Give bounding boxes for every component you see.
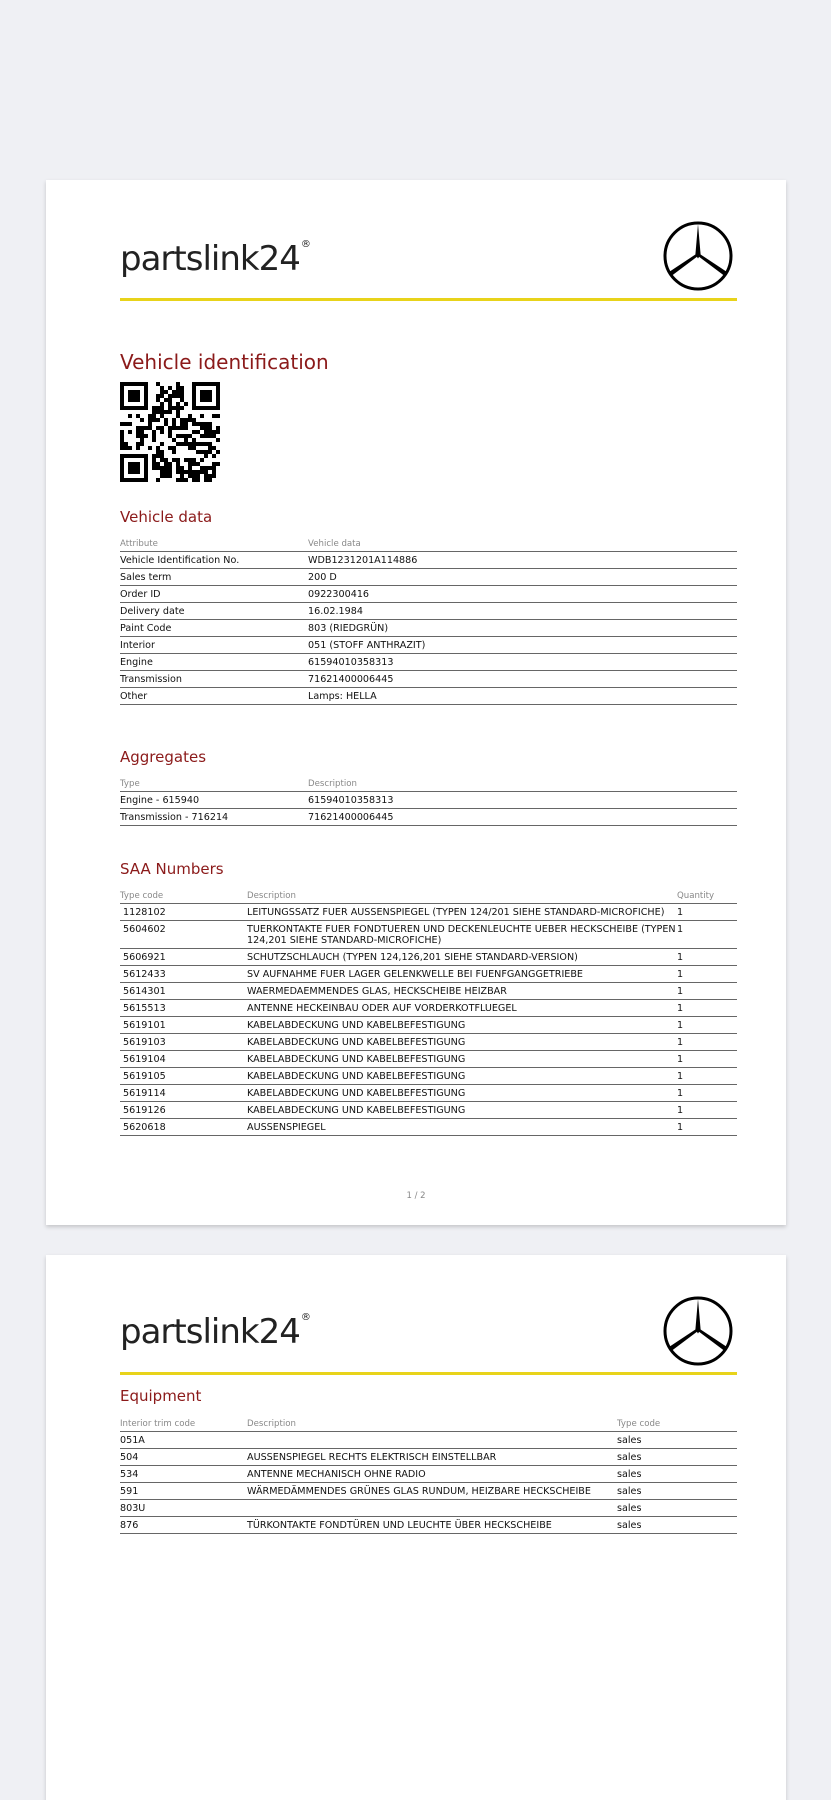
table-row [120,1499,737,1516]
table-row [120,1101,737,1118]
table-cell: TÜRKONTAKTE FONDTÜREN UND LEUCHTE ÜBER HECKSCHEIBE [247,1516,617,1533]
column-header: Interior trim code [120,1415,247,1431]
logo-text: partslink24 [120,239,300,279]
table-cell: 200 D [308,568,737,585]
table-row [120,653,737,670]
mercedes-star-icon [662,220,734,292]
table-cell: 61594010358313 [308,653,737,670]
logo-registered-mark: ® [300,1312,310,1323]
column-header: Type code [617,1415,737,1431]
table-cell: 71621400006445 [308,670,737,687]
table-row [120,982,737,999]
table-row [120,568,737,585]
table-cell: sales [617,1448,737,1465]
table-row [120,791,737,808]
table-cell: 534 [120,1465,247,1482]
table-cell: KABELABDECKUNG UND KABELBEFESTIGUNG [247,1067,677,1084]
table-cell: Transmission [120,670,308,687]
table-cell: sales [617,1516,737,1533]
header-rule [120,1372,737,1375]
table-cell: WÄRMEDÄMMENDES GRÜNES GLAS RUNDUM, HEIZBARE HECKSCHEIBE [247,1482,617,1499]
table-cell: Paint Code [120,619,308,636]
table-cell: 71621400006445 [308,808,737,825]
table-cell: 051 (STOFF ANTHRAZIT) [308,636,737,653]
table-cell: 5619104 [120,1050,247,1067]
mercedes-star-icon [662,1295,734,1367]
table-cell: 1 [677,903,737,920]
table-cell: 5619101 [120,1016,247,1033]
table-cell: KABELABDECKUNG UND KABELBEFESTIGUNG [247,1050,677,1067]
table-row [120,948,737,965]
table-row [120,920,737,948]
table-cell: 5619126 [120,1101,247,1118]
table-cell: Engine [120,653,308,670]
table-cell: ANTENNE HECKEINBAU ODER AUF VORDERKOTFLUEGEL [247,999,677,1016]
equipment-heading: Equipment [120,1387,202,1405]
equipment-table [120,1415,737,1534]
table-cell: 051A [120,1431,247,1448]
column-header: Description [247,887,677,903]
table-cell: sales [617,1499,737,1516]
table-row [120,619,737,636]
table-cell: sales [617,1465,737,1482]
table-cell: 1 [677,920,737,948]
table-cell: Delivery date [120,602,308,619]
table-cell: 5620618 [120,1118,247,1135]
table-row [120,1448,737,1465]
qr-code-icon [120,382,220,482]
table-cell: Sales term [120,568,308,585]
logo-text: partslink24 [120,1312,300,1352]
header-rule [120,298,737,301]
aggregates-table [120,775,737,826]
logo-registered-mark: ® [300,239,310,250]
table-cell: 5619103 [120,1033,247,1050]
partslink24-logo [120,1312,310,1352]
document-page-2 [46,1255,786,1800]
saa-numbers-heading: SAA Numbers [120,860,224,878]
table-cell: KABELABDECKUNG UND KABELBEFESTIGUNG [247,1101,677,1118]
table-row [120,670,737,687]
column-header: Type [120,775,308,791]
table-cell: Lamps: HELLA [308,687,737,704]
table-header-row [120,887,737,903]
table-row [120,585,737,602]
table-cell: sales [617,1431,737,1448]
table-cell: Interior [120,636,308,653]
table-cell: 1 [677,1084,737,1101]
vehicle-data-table [120,535,737,705]
table-cell: 1 [677,1033,737,1050]
aggregates-heading: Aggregates [120,748,207,766]
partslink24-logo [120,239,310,279]
table-cell: Vehicle Identification No. [120,551,308,568]
vehicle-data-heading: Vehicle data [120,508,213,526]
table-cell: 1 [677,948,737,965]
table-cell: 0922300416 [308,585,737,602]
table-cell: 5612433 [120,965,247,982]
table-cell: KABELABDECKUNG UND KABELBEFESTIGUNG [247,1084,677,1101]
table-row [120,1482,737,1499]
table-cell: TUERKONTAKTE FUER FONDTUEREN UND DECKENLEUCHTE UEBER HECKSCHEIBE (TYPEN 124,201 SIEHE STANDARD-MICROFICHE) [247,920,677,948]
table-cell: 1 [677,1016,737,1033]
column-header: Attribute [120,535,308,551]
table-cell: SCHUTZSCHLAUCH (TYPEN 124,126,201 SIEHE STANDARD-VERSION) [247,948,677,965]
table-cell: WDB1231201A114886 [308,551,737,568]
table-cell: AUSSENSPIEGEL RECHTS ELEKTRISCH EINSTELLBAR [247,1448,617,1465]
document-page-1 [46,180,786,1225]
table-cell: 5615513 [120,999,247,1016]
table-cell: 1 [677,1067,737,1084]
table-cell: 5619114 [120,1084,247,1101]
table-row [120,965,737,982]
table-cell: Order ID [120,585,308,602]
table-cell: 876 [120,1516,247,1533]
table-cell: Transmission - 716214 [120,808,308,825]
column-header: Description [247,1415,617,1431]
table-cell: 591 [120,1482,247,1499]
column-header: Type code [120,887,247,903]
table-cell: ANTENNE MECHANISCH OHNE RADIO [247,1465,617,1482]
table-cell: 61594010358313 [308,791,737,808]
table-cell: 1 [677,1118,737,1135]
saa-numbers-table [120,887,737,1136]
table-header-row [120,775,737,791]
table-row [120,636,737,653]
table-row [120,1067,737,1084]
table-row [120,1050,737,1067]
column-header: Description [308,775,737,791]
table-cell: 16.02.1984 [308,602,737,619]
table-header-row [120,535,737,551]
table-cell: Other [120,687,308,704]
table-header-row [120,1415,737,1431]
table-cell: 803U [120,1499,247,1516]
table-cell: AUSSENSPIEGEL [247,1118,677,1135]
table-cell: 5619105 [120,1067,247,1084]
table-cell [247,1499,617,1516]
page-number: 1 / 2 [406,1191,426,1201]
table-row [120,808,737,825]
column-header: Quantity [677,887,737,903]
table-row [120,1465,737,1482]
table-cell: sales [617,1482,737,1499]
table-cell: Engine - 615940 [120,791,308,808]
table-cell: 504 [120,1448,247,1465]
table-cell: 1 [677,1050,737,1067]
table-cell: KABELABDECKUNG UND KABELBEFESTIGUNG [247,1016,677,1033]
table-cell: LEITUNGSSATZ FUER AUSSENSPIEGEL (TYPEN 124/201 SIEHE STANDARD-MICROFICHE) [247,903,677,920]
table-row [120,1033,737,1050]
table-cell: 5606921 [120,948,247,965]
table-cell: 1 [677,965,737,982]
table-cell: SV AUFNAHME FUER LAGER GELENKWELLE BEI FUENFGANGGETRIEBE [247,965,677,982]
table-cell: 1 [677,982,737,999]
table-cell: WAERMEDAEMMENDES GLAS, HECKSCHEIBE HEIZBAR [247,982,677,999]
table-row [120,999,737,1016]
table-row [120,1118,737,1135]
table-cell: 1128102 [120,903,247,920]
table-cell [247,1431,617,1448]
table-cell: 5614301 [120,982,247,999]
table-row [120,1084,737,1101]
table-row [120,551,737,568]
table-cell: 1 [677,999,737,1016]
table-row [120,602,737,619]
page-title: Vehicle identification [120,350,329,374]
table-row [120,1431,737,1448]
column-header: Vehicle data [308,535,737,551]
table-row [120,1516,737,1533]
table-row [120,1016,737,1033]
table-cell: KABELABDECKUNG UND KABELBEFESTIGUNG [247,1033,677,1050]
table-row [120,903,737,920]
table-cell: 803 (RIEDGRÜN) [308,619,737,636]
table-cell: 1 [677,1101,737,1118]
table-cell: 5604602 [120,920,247,948]
table-row [120,687,737,704]
